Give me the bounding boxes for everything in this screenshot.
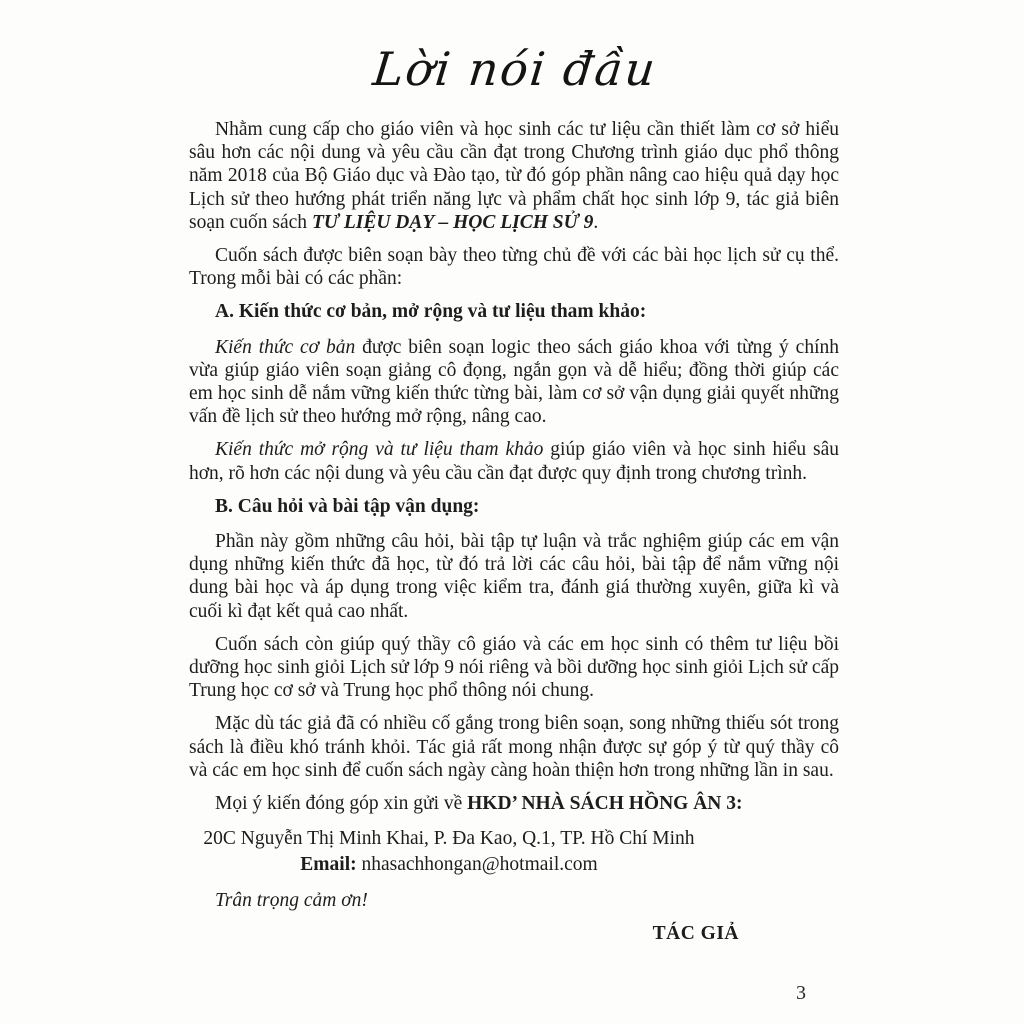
paragraph-extended-knowledge — [189, 438, 839, 484]
page-number: 3 — [796, 982, 806, 1004]
section-b-heading: B. Câu hỏi và bài tập vận dụng: — [215, 495, 480, 517]
contact-text: Mọi ý kiến đóng góp xin gửi về — [215, 793, 468, 815]
extended-knowledge-rest: giúp giáo viên và học sinh hiểu sâu hơn, rõ hơn các nội dung và yêu cầu cần đạt được quy định trong chương trình. — [189, 439, 839, 484]
section-a-heading: A. Kiến thức cơ bản, mở rộng và tư liệu tham khảo: — [215, 301, 647, 323]
basic-knowledge-lead: Kiến thức cơ bản — [215, 336, 356, 358]
paragraph-gifted-students: Cuốn sách còn giúp quý thầy cô giáo và các em học sinh có thêm tư liệu bồi dưỡng học sinh giỏi Lịch sử lớp 9 nói riêng và bồi dưỡng học sinh giỏi Lịch sử cấp Trung học cơ sở và Trung học phổ thông nói chung. — [189, 633, 839, 702]
author-signature: TÁC GIẢ — [652, 922, 739, 944]
intro-text: Nhằm cung cấp cho giáo viên và học sinh các tư liệu cần thiết làm cơ sở hiểu sâu hơn các nội dung và yêu cầu cần đạt trong Chương trình giáo dục phổ thông năm 2018 của Bộ Giáo dục và Đào tạo, từ đó góp phần nâng cao hiệu quả dạy học Lịch sử theo hướng phát triển năng lực và phẩm chất học sinh lớp 9, tác giả biên soạn cuốn sách — [189, 119, 839, 233]
paragraph-intro — [189, 118, 839, 234]
paragraph-structure: Cuốn sách được biên soạn bày theo từng chủ đề với các bài học lịch sử cụ thể. Trong mỗi bài có các phần: — [189, 245, 839, 290]
address-line: 20C Nguyễn Thị Minh Khai, P. Đa Kao, Q.1, TP. Hồ Chí Minh — [203, 828, 695, 850]
page-title: Lời nói đầu — [370, 42, 660, 96]
email-line — [189, 853, 709, 876]
extended-knowledge-lead: Kiến thức mở rộng và tư liệu tham khảo — [215, 439, 544, 461]
closing-remark: Trân trọng cảm ơn! — [215, 889, 368, 911]
address-block — [189, 827, 709, 876]
paragraph-basic-knowledge — [189, 336, 839, 429]
paragraph-exercises: Phần này gồm những câu hỏi, bài tập tự luận và trắc nghiệm giúp các em vận dụng những kiến thức đã học, từ đó trả lời các câu hỏi, bài tập để nắm vững nội dung bài học và áp dụng trong việc kiểm tra, đánh giá thường xuyên, giữa kì và cuối kì đạt kết quả cao nhất. — [189, 531, 839, 622]
email-address: nhasachhongan@hotmail.com — [361, 854, 598, 876]
intro-text-end: . — [593, 211, 599, 233]
book-title-text: TƯ LIỆU DẠY – HỌC LỊCH SỬ 9 — [311, 211, 594, 233]
page-content — [189, 118, 839, 945]
email-label: Email: — [300, 854, 357, 876]
contact-recipient: HKD’ NHÀ SÁCH HỒNG ÂN 3: — [467, 793, 743, 815]
basic-knowledge-rest: được biên soạn logic theo sách giáo khoa với từng ý chính vừa giúp giáo viên soạn giảng cô đọng, ngắn gọn và dễ hiểu; đồng thời giúp các em học sinh dễ nắm vững kiến thức từng bài, làm cơ sở vận dụng giải quyết những vấn đề lịch sử theo hướng mở rộng, nâng cao. — [189, 336, 839, 428]
contact-line — [189, 792, 839, 815]
paragraph-apology: Mặc dù tác giả đã có nhiều cố gắng trong biên soạn, song những thiếu sót trong sách là điều khó tránh khỏi. Tác giả rất mong nhận được sự góp ý từ quý thầy cô và các em học sinh để cuốn sách ngày càng hoàn thiện hơn trong những lần in sau. — [189, 713, 839, 781]
